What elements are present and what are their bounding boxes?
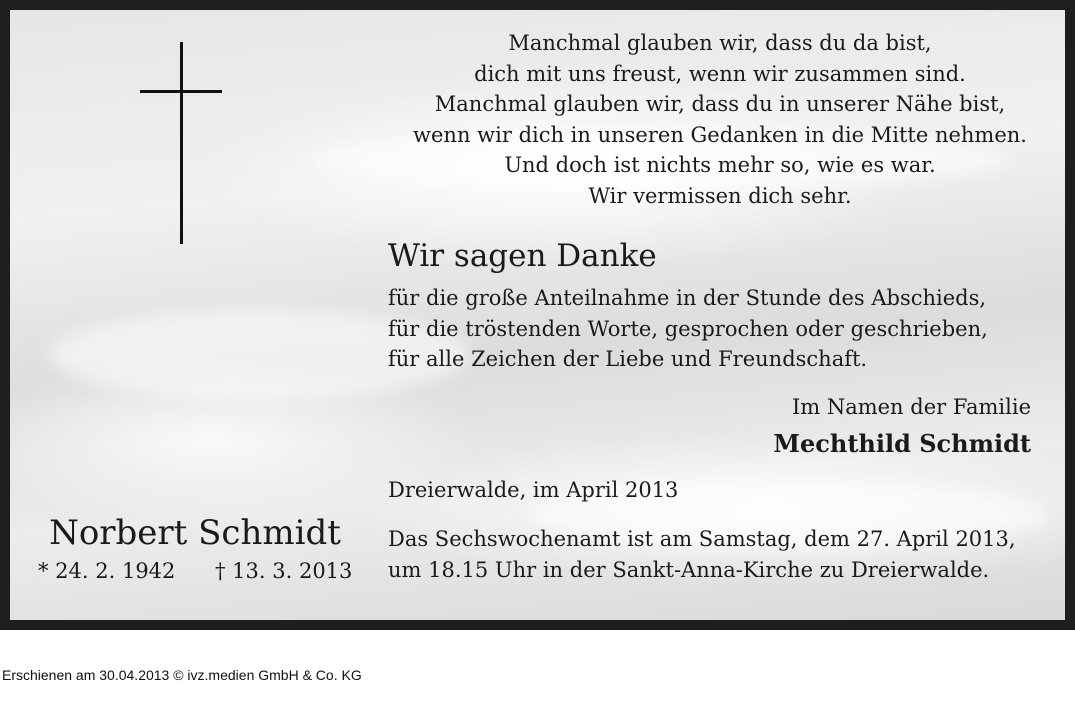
birth-date: * 24. 2. 1942 — [38, 559, 176, 583]
poem-line: Manchmal glauben wir, dass du da bist, — [508, 31, 932, 55]
poem-line: Wir vermissen dich sehr. — [588, 183, 852, 208]
publication-credit: Erschienen am 30.04.2013 © ivz.medien GmbH & Co. KG — [2, 667, 362, 683]
poem — [390, 28, 1050, 211]
thanks-text — [388, 283, 988, 375]
poem-line: wenn wir dich in unseren Gedanken in die Mitte nehmen. — [413, 122, 1027, 147]
service-line: um 18.15 Uhr in der Sankt-Anna-Kirche zu Dreierwalde. — [388, 558, 990, 582]
service-line: Das Sechswochenamt ist am Samstag, dem 27. April 2013, — [388, 527, 1016, 551]
place-date: Dreierwalde, im April 2013 — [388, 478, 679, 502]
cross-vertical-bar — [180, 42, 183, 244]
cross-horizontal-bar — [140, 90, 222, 93]
deceased-name: Norbert Schmidt — [49, 513, 341, 553]
family-signature: Mechthild Schmidt — [773, 429, 1031, 458]
poem-line: Und doch ist nichts mehr so, wie es war. — [504, 153, 936, 177]
thanks-line: für die tröstenden Worte, gesprochen oder geschrieben, — [388, 316, 988, 341]
thanks-line: für die große Anteilnahme in der Stunde des Abschieds, — [388, 286, 987, 310]
family-intro: Im Namen der Familie — [791, 395, 1031, 419]
poem-line: Manchmal glauben wir, dass du in unserer Nähe bist, — [434, 92, 1006, 116]
service-announcement — [388, 524, 1016, 586]
thanks-heading: Wir sagen Danke — [388, 238, 657, 274]
death-date: † 13. 3. 2013 — [215, 559, 353, 583]
thanks-line: für alle Zeichen der Liebe und Freundschaft. — [388, 347, 868, 371]
poem-line: dich mit uns freust, wenn wir zusammen sind. — [474, 61, 966, 86]
